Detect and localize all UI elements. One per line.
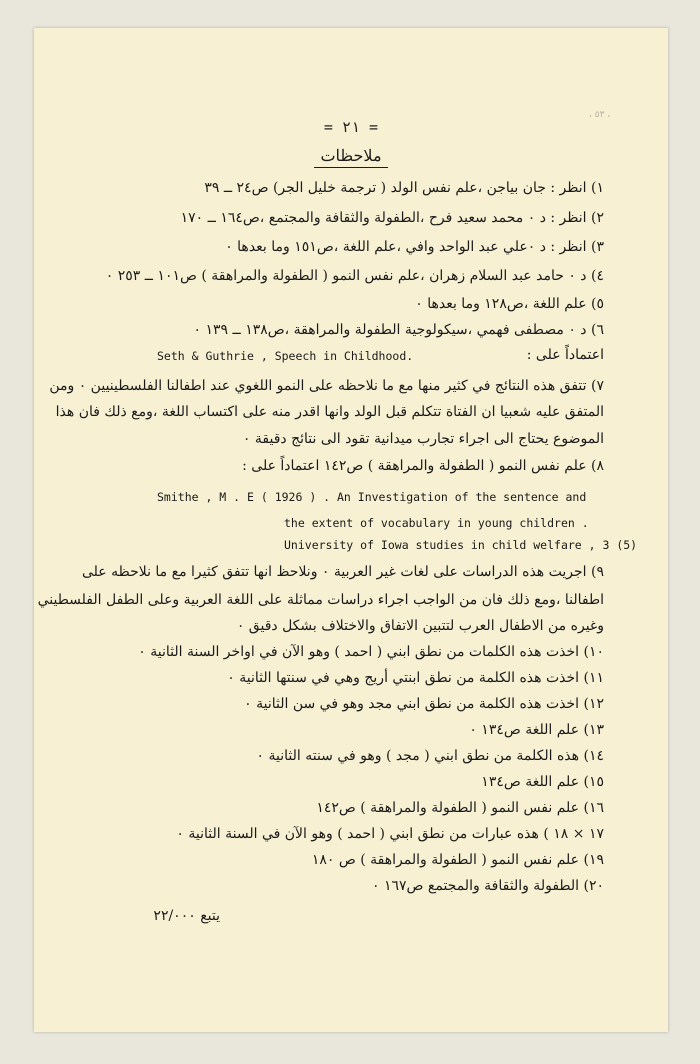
page-title: ملاحظات xyxy=(34,146,668,165)
note-19: ١٩) علم نفس النمو ( الطفولة والمراهقة ) ص ١٨٠ xyxy=(311,852,604,868)
note-7-line-2: المتفق عليه شعبيا ان الفتاة تتكلم قبل الولد وانها اقدر منه على اكتساب اللغة ،ومع ذلك فان هذا xyxy=(55,404,604,420)
note-20: ٢٠) الطفولة والثقافة والمجتمع ص١٦٧ ٠ xyxy=(371,878,604,894)
note-9-line-1: ٩) اجريت هذه الدراسات على لغات غير العربية ٠ ونلاحظ انها تتفق كثيرا مع ما نلاحظه على xyxy=(81,564,604,580)
note-5: ٥) علم اللغة ،ص١٢٨ وما بعدها ٠ xyxy=(415,296,604,312)
note-4: ٤) د ٠ حامد عبد السلام زهران ،علم نفس النمو ( الطفولة والمراهقة ) ص١٠١ ــ ٢٥٣ ٠ xyxy=(105,268,604,284)
note-7-line-1: ٧) تتفق هذه النتائج في كثير منها مع ما نلاحظه على النمو اللغوي عند اطفالنا الفلسطينيين ٠ ومن xyxy=(49,378,604,394)
note-10: ١٠) اخذت هذه الكلمات من نطق ابني ( احمد ) وهو الآن في اواخر السنة الثانية ٠ xyxy=(138,644,604,660)
note-8: ٨) علم نفس النمو ( الطفولة والمراهقة ) ص١٤٢ اعتماداً على : xyxy=(242,458,604,474)
note-13: ١٣) علم اللغة ص١٣٤ ٠ xyxy=(469,722,604,738)
note-11: ١١) اخذت هذه الكلمة من نطق ابنتي أريج وهي في سنتها الثانية ٠ xyxy=(227,670,604,686)
note-15: ١٥) علم اللغة ص١٣٤ xyxy=(481,774,604,790)
note-6: ٦) د ٠ مصطفى فهمي ،سيكولوجية الطفولة والمراهقة ،ص١٣٨ ــ ١٣٩ ٠ xyxy=(193,322,604,338)
continuation-note: يتبع ٢٢/٠٠٠ xyxy=(153,908,220,924)
note-17-18: ١٧ × ١٨ ) هذه عبارات من نطق ابني ( احمد ) وهو الآن في السنة الثانية ٠ xyxy=(176,826,604,842)
citation-smithe-line-3: University of Iowa studies in child welfare , 3 (5) xyxy=(284,538,638,552)
citation-seth-guthrie: Seth & Guthrie , Speech in Childhood. xyxy=(157,349,414,363)
corner-mark: ، ٥٣ ، xyxy=(589,110,611,120)
page-number: = ٢١ = xyxy=(323,118,379,136)
note-1: ١) انظر : جان بياجن ،علم نفس الولد ( ترجمة خليل الجر) ص٢٤ ــ ٣٩ xyxy=(204,180,604,196)
note-2: ٢) انظر : د ٠ محمد سعيد فرح ،الطفولة والثقافة والمجتمع ،ص١٦٤ ــ ١٧٠ xyxy=(180,210,604,226)
note-6-based-on: اعتماداً على : xyxy=(526,347,604,363)
document-page xyxy=(34,28,668,1032)
note-7-line-3: الموضوع يحتاج الى اجراء تجارب ميدانية تقود الى نتائج دقيقة ٠ xyxy=(242,431,604,447)
note-9-line-2: اطفالنا ،ومع ذلك فان من الواجب اجراء دراسات مماثلة على اللغة العربية وعلى الطفل الفلسطيني xyxy=(37,592,604,608)
note-16: ١٦) علم نفس النمو ( الطفولة والمراهقة ) ص١٤٢ xyxy=(316,800,604,816)
note-9-line-3: وغيره من الاطفال العرب لتتبين الاتفاق والاختلاف بشكل دقيق ٠ xyxy=(236,618,604,634)
note-14: ١٤) هذه الكلمة من نطق ابني ( مجد ) وهو في سنته الثانية ٠ xyxy=(256,748,604,764)
citation-smithe-line-1: Smithe , M . E ( 1926 ) . An Investigation of the sentence and xyxy=(157,490,587,504)
note-12: ١٢) اخذت هذه الكلمة من نطق ابني مجد وهو في سن الثانية ٠ xyxy=(244,696,604,712)
citation-smithe-line-2: the extent of vocabulary in young children . xyxy=(284,516,589,530)
note-3: ٣) انظر : د ٠علي عبد الواحد وافي ،علم اللغة ،ص١٥١ وما بعدها ٠ xyxy=(225,239,604,255)
